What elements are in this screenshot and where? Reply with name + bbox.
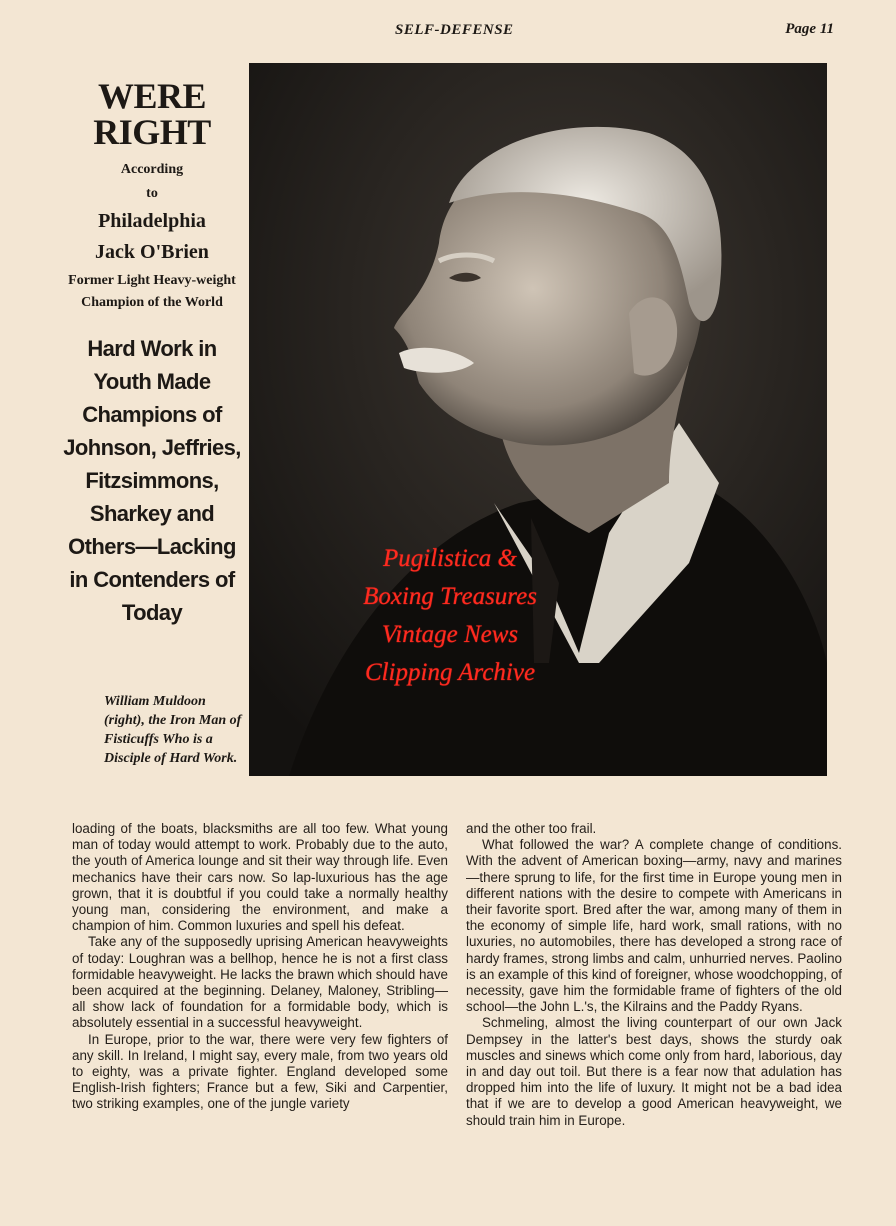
article-column-right	[466, 821, 842, 1129]
paragraph: In Europe, prior to the war, there were very few fighters of any skill. In Ireland, I might say, every male, from two years old to eighty, was a private fighter. England developed some English-Irish fighters; France but a few, Siki and Carpentier, two striking examples, one of the jungle variety	[72, 1031, 448, 1112]
page-number: Page 11	[785, 21, 834, 37]
photo-caption: William Muldoon (right), the Iron Man of Fisticuffs Who is a Disciple of Hard Work.	[104, 694, 242, 766]
headline-to: to	[146, 186, 158, 201]
watermark-line: Pugilistica &	[382, 545, 518, 572]
headline-line2: RIGHT	[93, 112, 211, 152]
paragraph: Schmeling, almost the living counterpart of our own Jack Dempsey in the latter's best days, shows the sturdy oak muscles and sinews which come only from hard, laborious, day in and day out toil. But there is a fear now that adulation has dropped him into the life of luxury. It might not be a bad idea that if we are to develop a good American heavyweight, we should train him in Europe.	[466, 1015, 842, 1128]
headline-according: According	[120, 162, 184, 177]
archive-watermark	[330, 540, 570, 692]
article-column-left	[72, 821, 448, 1113]
paragraph: loading of the boats, blacksmiths are all too few. What young man of today would attempt to work. Probably due to the auto, the youth of America lounge and sit their way through life. Even mechanics have their cars now. So lap-luxurious has the age grown, that it is doubtful if you could take a normally healthy young man, considering the environment, and make a champion of him. Common luxuries and spell his defeat.	[72, 821, 448, 934]
watermark-line: Vintage News	[381, 621, 519, 648]
headline-name1: Philadelphia	[98, 210, 206, 232]
headline-block	[62, 78, 242, 629]
headline-name2: Jack O'Brien	[95, 241, 209, 263]
paragraph: Take any of the supposedly uprising American heavyweights of today: Loughran was a bellhop, hence he is not a first class formidable heavyweight. He lacks the brawn which should have been acquired at the beginning. Delaney, Maloney, Stribling—all show lack of foundation for a formidable body, which is absolutely essential in a successful heavyweight.	[72, 934, 448, 1031]
headline-line1: WERE	[97, 76, 207, 116]
watermark-line: Boxing Treasures	[363, 583, 537, 610]
paragraph: What followed the war? A complete change of conditions. With the advent of American boxing—army, navy and marines—there sprung to life, for the first time in Europe young men in different nations with the desire to compete with Americans in their favorite sport. Bred after the war, among many of them in the economy of simple life, hard work, small rations, with no luxuries, no automobiles, there has developed a strong race of hardy frames, strong limbs and calm, unhurried nerves. Paolino is an example of this kind of foreigner, whose woodchopping, of necessity, gave him the formidable frame of fighters of the old school—the John L.'s, the Kilrains and the Paddy Ryans.	[466, 837, 842, 1015]
paragraph: and the other too frail.	[466, 821, 597, 836]
watermark-line: Clipping Archive	[364, 659, 536, 686]
headline-title: Former Light Heavy-weight Champion of the World	[68, 273, 236, 310]
headline-subhead: Hard Work in Youth Made Champions of Johnson, Jeffries, Fitzsimmons, Sharkey and Others—Lacking in Contenders of Today	[63, 336, 241, 625]
running-title: SELF-DEFENSE	[395, 22, 514, 38]
